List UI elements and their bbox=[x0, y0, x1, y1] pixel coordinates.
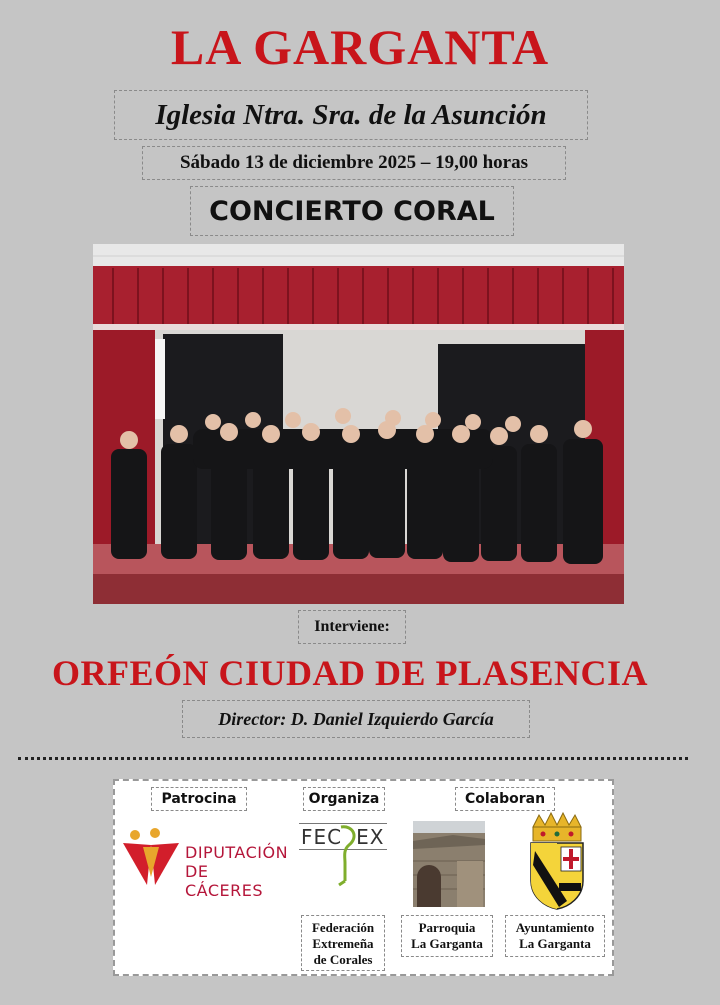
poster-title: LA GARGANTA bbox=[170, 19, 550, 75]
choir-photo bbox=[93, 244, 624, 604]
collaborators-label: Colaboran bbox=[455, 787, 555, 811]
parroquia-caption-line1: Parroquia bbox=[418, 920, 476, 935]
fecoex-caption-line3: de Corales bbox=[313, 952, 373, 967]
section-divider bbox=[18, 757, 688, 760]
ayuntamiento-caption bbox=[505, 915, 605, 957]
venue-name: Iglesia Ntra. Sra. de la Asunción bbox=[114, 90, 588, 140]
choir-photo-illustration bbox=[93, 244, 624, 604]
parroquia-photo bbox=[413, 821, 485, 907]
fecoex-caption-line2: Extremeña bbox=[312, 936, 374, 951]
diputacion-line1: DIPUTACIÓN bbox=[185, 843, 289, 862]
event-type: CONCIERTO CORAL bbox=[190, 186, 514, 236]
sponsors-panel bbox=[113, 779, 614, 976]
fecoex-caption bbox=[301, 915, 385, 971]
fecoex-text-right: EX bbox=[356, 825, 385, 849]
fecoex-text-left: FEC bbox=[301, 825, 343, 849]
performer-intro-label: Interviene: bbox=[298, 610, 406, 644]
church-building-image bbox=[413, 821, 485, 907]
diputacion-emblem-icon bbox=[121, 827, 181, 887]
diputacion-line2: DE CÁCERES bbox=[185, 862, 263, 900]
ayuntamiento-caption-line2: La Garganta bbox=[519, 936, 591, 951]
fecoex-caption-line1: Federación bbox=[311, 920, 375, 935]
fecoex-logo bbox=[299, 823, 387, 889]
event-date-time: Sábado 13 de diciembre 2025 – 19,00 horas bbox=[142, 146, 566, 180]
ayuntamiento-coat-of-arms bbox=[527, 811, 587, 911]
parroquia-caption bbox=[401, 915, 493, 957]
diputacion-caceres-logo bbox=[121, 825, 291, 900]
fecoex-music-note-icon bbox=[333, 823, 363, 887]
parroquia-caption-line2: La Garganta bbox=[411, 936, 483, 951]
organizer-label: Organiza bbox=[303, 787, 385, 811]
ayuntamiento-caption-line1: Ayuntamiento bbox=[515, 920, 595, 935]
coat-of-arms-icon bbox=[527, 811, 587, 911]
director-name: Director: D. Daniel Izquierdo García bbox=[182, 700, 530, 738]
choir-name: ORFEÓN CIUDAD DE PLASENCIA bbox=[51, 653, 649, 693]
sponsor-label: Patrocina bbox=[151, 787, 247, 811]
